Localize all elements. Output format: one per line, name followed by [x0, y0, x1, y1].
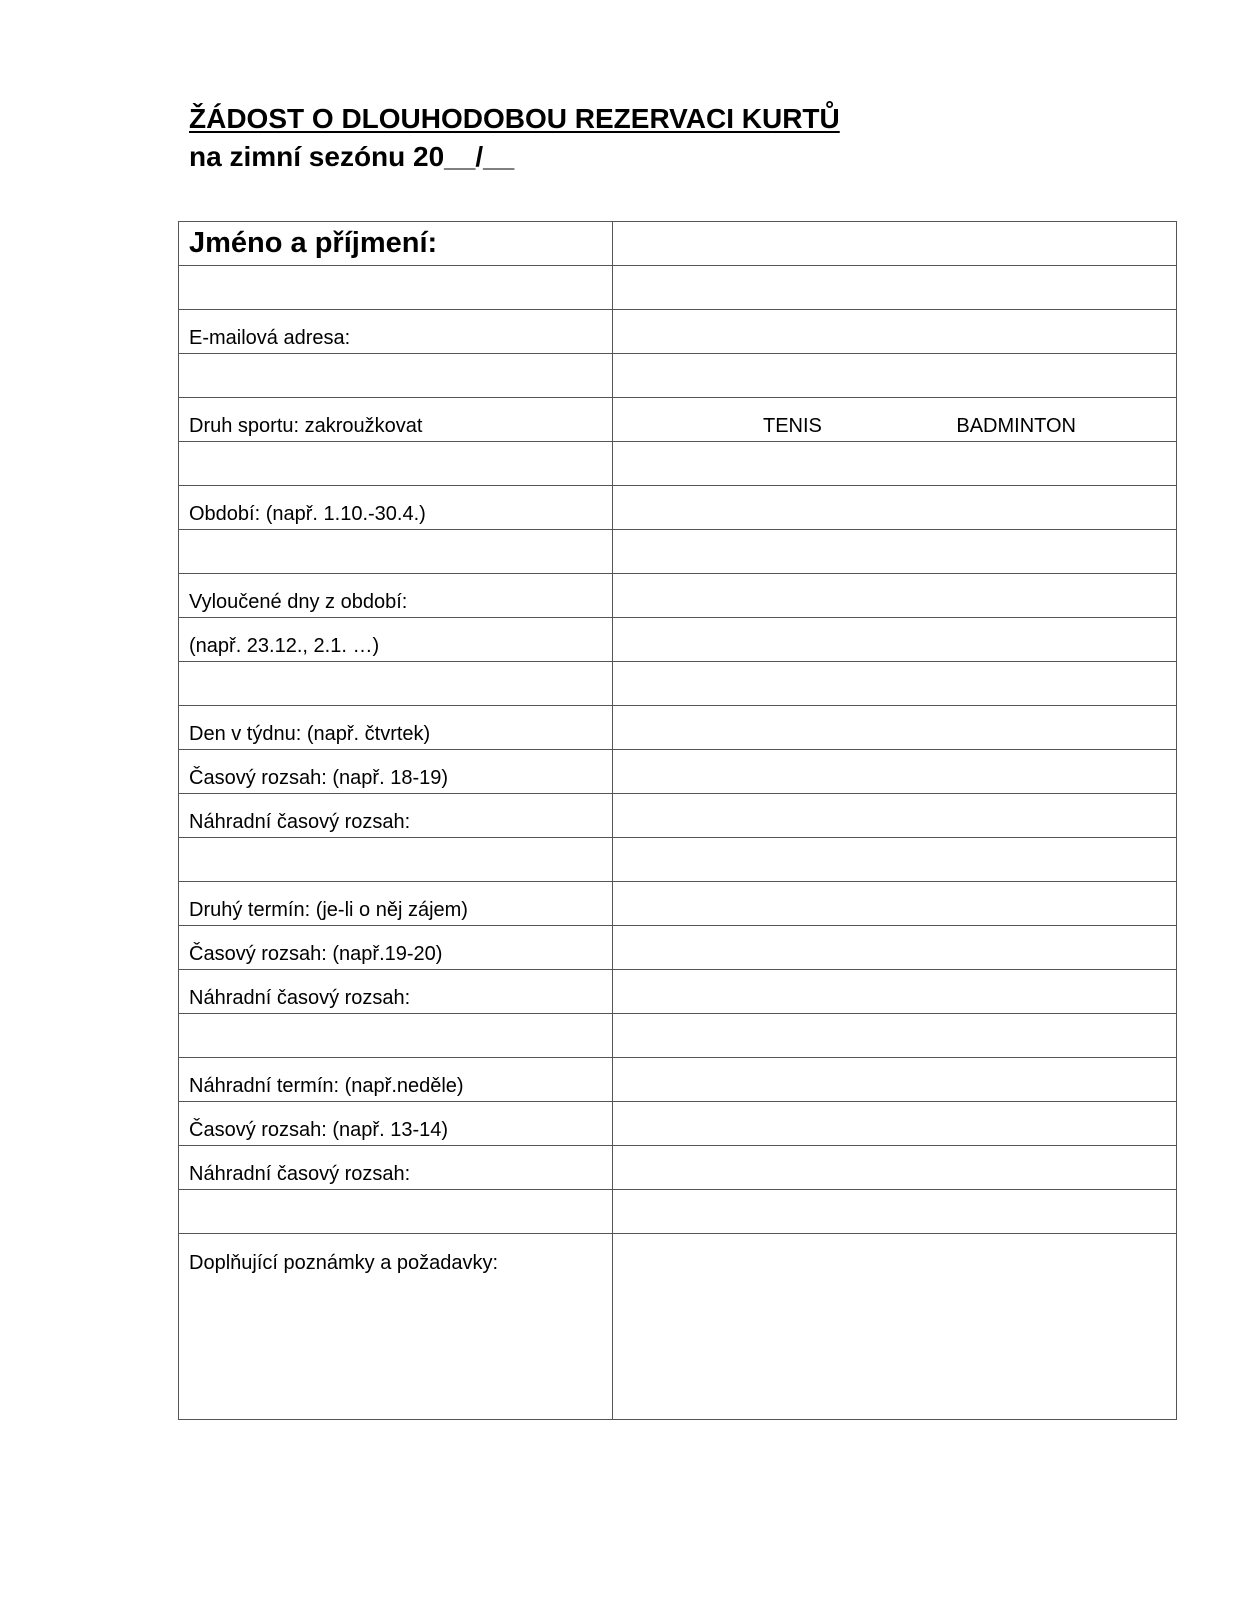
email-field[interactable] [613, 310, 1177, 354]
name-field-extra[interactable] [613, 266, 1177, 310]
table-row [179, 354, 1177, 398]
excluded-days-field-extra[interactable] [613, 618, 1177, 662]
table-row [179, 706, 1177, 750]
weekday-label: Den v týdnu: (např. čtvrtek) [179, 706, 613, 750]
table-row [179, 1058, 1177, 1102]
table-row [179, 1190, 1177, 1234]
reservation-form-table [178, 221, 1177, 1420]
table-row [179, 618, 1177, 662]
empty-label-cell [179, 662, 613, 706]
form-title: ŽÁDOST O DLOUHODOBOU REZERVACI KURTŮ [189, 103, 840, 134]
time-range-field-3[interactable] [613, 1102, 1177, 1146]
empty-label-cell [179, 1190, 613, 1234]
table-row [179, 882, 1177, 926]
notes-label: Doplňující poznámky a požadavky: [179, 1234, 613, 1420]
second-term-field[interactable] [613, 882, 1177, 926]
empty-label-cell [179, 1014, 613, 1058]
table-row [179, 970, 1177, 1014]
alt-time-range-label-2: Náhradní časový rozsah: [179, 970, 613, 1014]
empty-value-cell[interactable] [613, 530, 1177, 574]
weekday-field[interactable] [613, 706, 1177, 750]
sport-option-badminton[interactable]: BADMINTON [956, 415, 1076, 437]
alt-time-range-label-1: Náhradní časový rozsah: [179, 794, 613, 838]
time-range-label-3: Časový rozsah: (např. 13-14) [179, 1102, 613, 1146]
name-label: Jméno a příjmení: [179, 222, 613, 266]
table-row [179, 750, 1177, 794]
excluded-days-label: Vyloučené dny z období: [179, 574, 613, 618]
table-row [179, 530, 1177, 574]
empty-value-cell[interactable] [613, 1190, 1177, 1234]
second-term-label: Druhý termín: (je-li o něj zájem) [179, 882, 613, 926]
table-row [179, 926, 1177, 970]
table-row [179, 794, 1177, 838]
email-label: E-mailová adresa: [179, 310, 613, 354]
empty-label-cell [179, 266, 613, 310]
sport-options-cell [613, 398, 1177, 442]
table-row [179, 574, 1177, 618]
table-row [179, 486, 1177, 530]
period-label: Období: (např. 1.10.-30.4.) [179, 486, 613, 530]
table-row [179, 398, 1177, 442]
table-row [179, 838, 1177, 882]
form-header [189, 100, 840, 176]
empty-value-cell[interactable] [613, 838, 1177, 882]
table-row [179, 1102, 1177, 1146]
alt-term-field[interactable] [613, 1058, 1177, 1102]
empty-label-cell [179, 530, 613, 574]
time-range-label-2: Časový rozsah: (např.19-20) [179, 926, 613, 970]
table-row [179, 310, 1177, 354]
alt-time-range-field-2[interactable] [613, 970, 1177, 1014]
alt-term-label: Náhradní termín: (např.neděle) [179, 1058, 613, 1102]
empty-label-cell [179, 838, 613, 882]
alt-time-range-field-1[interactable] [613, 794, 1177, 838]
name-field[interactable] [613, 222, 1177, 266]
empty-value-cell[interactable] [613, 662, 1177, 706]
table-row [179, 442, 1177, 486]
table-row [179, 1014, 1177, 1058]
excluded-days-example: (např. 23.12., 2.1. …) [179, 618, 613, 662]
time-range-label-1: Časový rozsah: (např. 18-19) [179, 750, 613, 794]
form-subtitle: na zimní sezónu 20__/__ [189, 141, 515, 172]
table-row [179, 1234, 1177, 1420]
table-row [179, 266, 1177, 310]
time-range-field-2[interactable] [613, 926, 1177, 970]
sport-label: Druh sportu: zakroužkovat [179, 398, 613, 442]
empty-label-cell [179, 442, 613, 486]
table-row [179, 222, 1177, 266]
period-field[interactable] [613, 486, 1177, 530]
empty-label-cell [179, 354, 613, 398]
empty-value-cell[interactable] [613, 442, 1177, 486]
table-row [179, 662, 1177, 706]
excluded-days-field[interactable] [613, 574, 1177, 618]
notes-field[interactable] [613, 1234, 1177, 1420]
alt-time-range-label-3: Náhradní časový rozsah: [179, 1146, 613, 1190]
email-field-extra[interactable] [613, 354, 1177, 398]
empty-value-cell[interactable] [613, 1014, 1177, 1058]
time-range-field-1[interactable] [613, 750, 1177, 794]
table-row [179, 1146, 1177, 1190]
alt-time-range-field-3[interactable] [613, 1146, 1177, 1190]
sport-option-tenis[interactable]: TENIS [763, 415, 822, 437]
